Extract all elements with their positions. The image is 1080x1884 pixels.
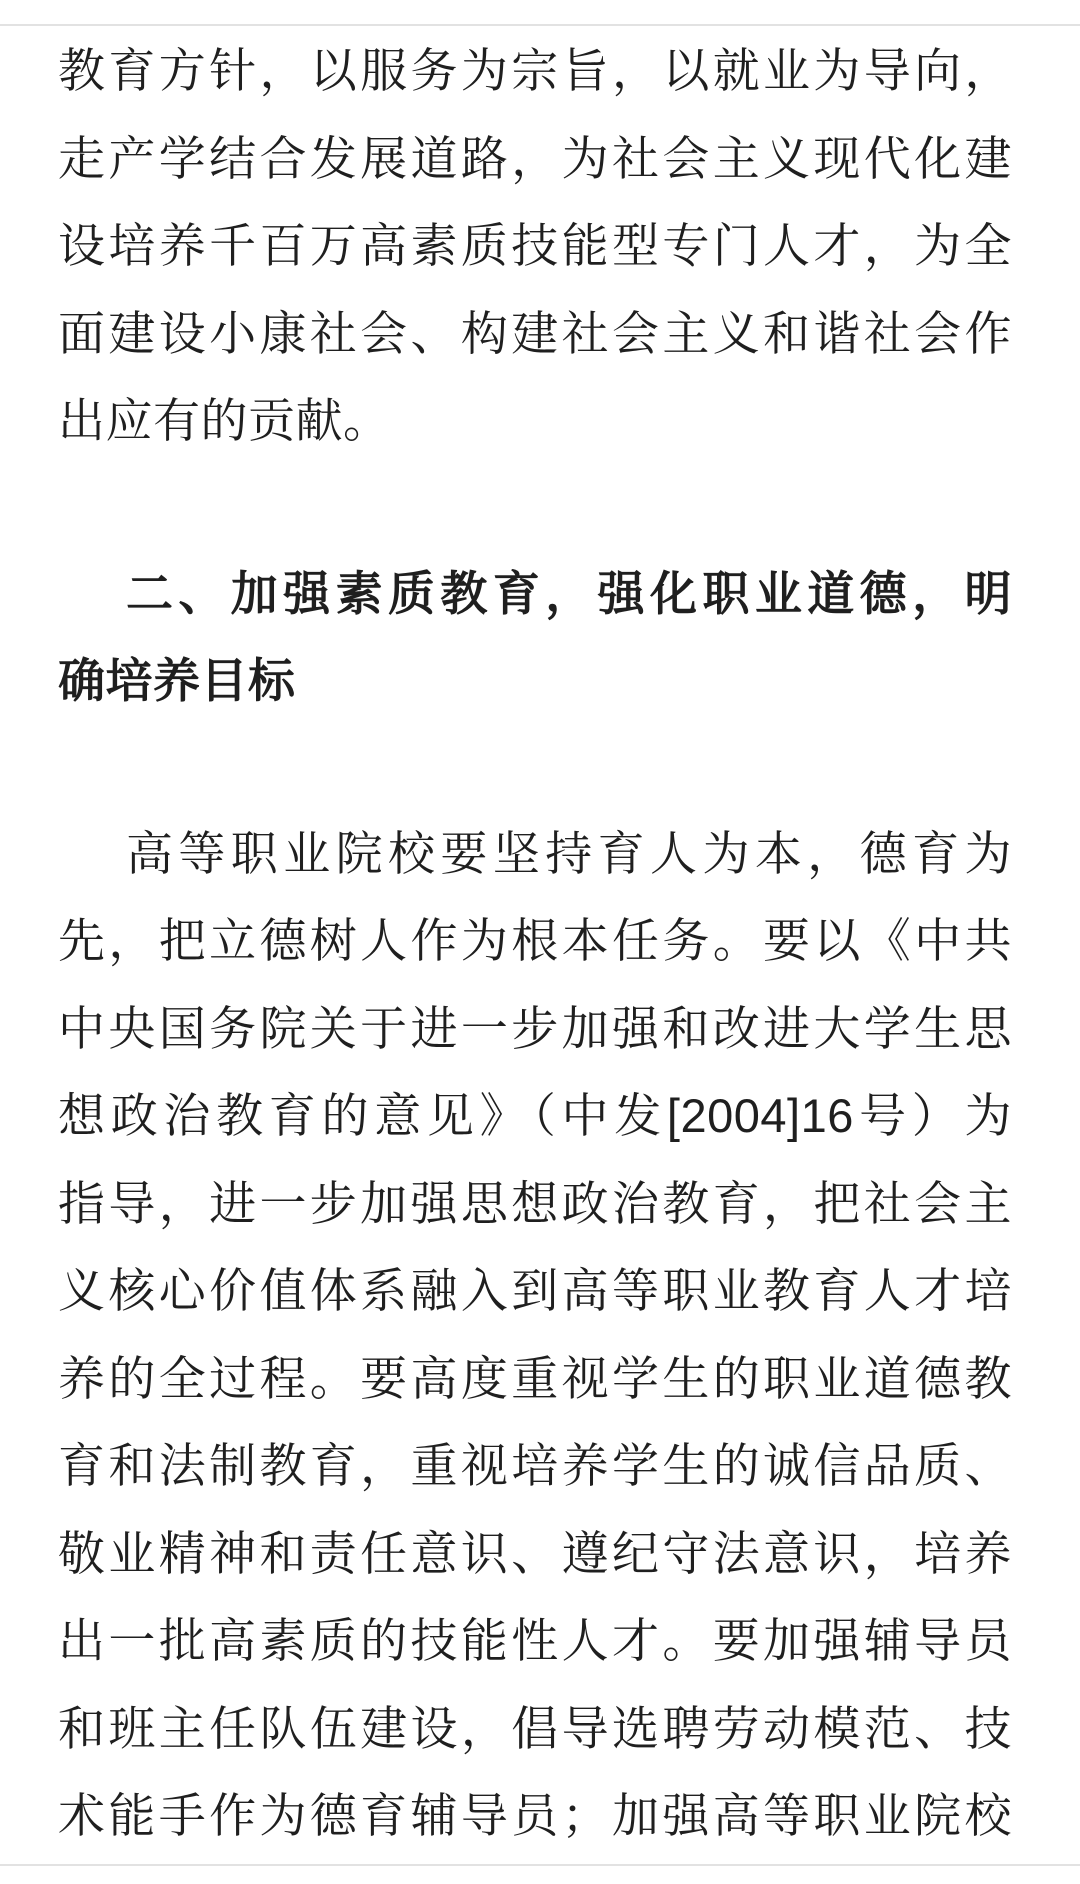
body-paragraph [58, 27, 1012, 465]
text-line: 确培养目标 [58, 654, 296, 707]
text-line: 设培养千百万高素质技能型专门人才，为全 [58, 219, 1012, 272]
text-line: 中央国务院关于进一步加强和改进大学生思 [58, 1001, 1012, 1055]
text-line: 和班主任队伍建设，倡导选聘劳动模范、技 [58, 1701, 1012, 1755]
text-line: 指导，进一步加强思想政治教育，把社会主 [58, 1176, 1012, 1230]
reading-content [0, 26, 1080, 1864]
text-line: 养的全过程。要高度重视学生的职业道德教 [58, 1351, 1012, 1405]
text-line: 教育方针，以服务为宗旨，以就业为导向， [58, 44, 1012, 97]
text-line: 义核心价值体系融入到高等职业教育人才培 [58, 1264, 1012, 1317]
text-line: 面建设小康社会、构建社会主义和谐社会作 [58, 306, 1012, 360]
text-line: 出应有的贡献。 [58, 394, 391, 447]
text-line: 育和法制教育，重视培养学生的诚信品质、 [58, 1439, 1012, 1492]
text-line: 术能手作为德育辅导员；加强高等职业院校 [58, 1789, 1012, 1842]
text-line: 出一批高素质的技能性人才。要加强辅导员 [58, 1614, 1012, 1667]
text-line: 想政治教育的意见》（中发[2004]16号）为 [58, 1089, 1012, 1142]
body-paragraph [58, 810, 1012, 1860]
text-line: 走产学结合发展道路，为社会主义现代化建 [58, 131, 1012, 185]
top-margin [0, 0, 1080, 24]
text-line: 高等职业院校要坚持育人为本，德育为 [126, 826, 1012, 880]
bottom-divider [0, 1864, 1080, 1866]
section-heading [58, 550, 1012, 725]
text-line: 敬业精神和责任意识、遵纪守法意识，培养 [58, 1526, 1012, 1580]
text-line: 先，把立德树人作为根本任务。要以《中共 [58, 914, 1012, 967]
text-line: 二、加强素质教育，强化职业道德，明 [126, 566, 1012, 620]
